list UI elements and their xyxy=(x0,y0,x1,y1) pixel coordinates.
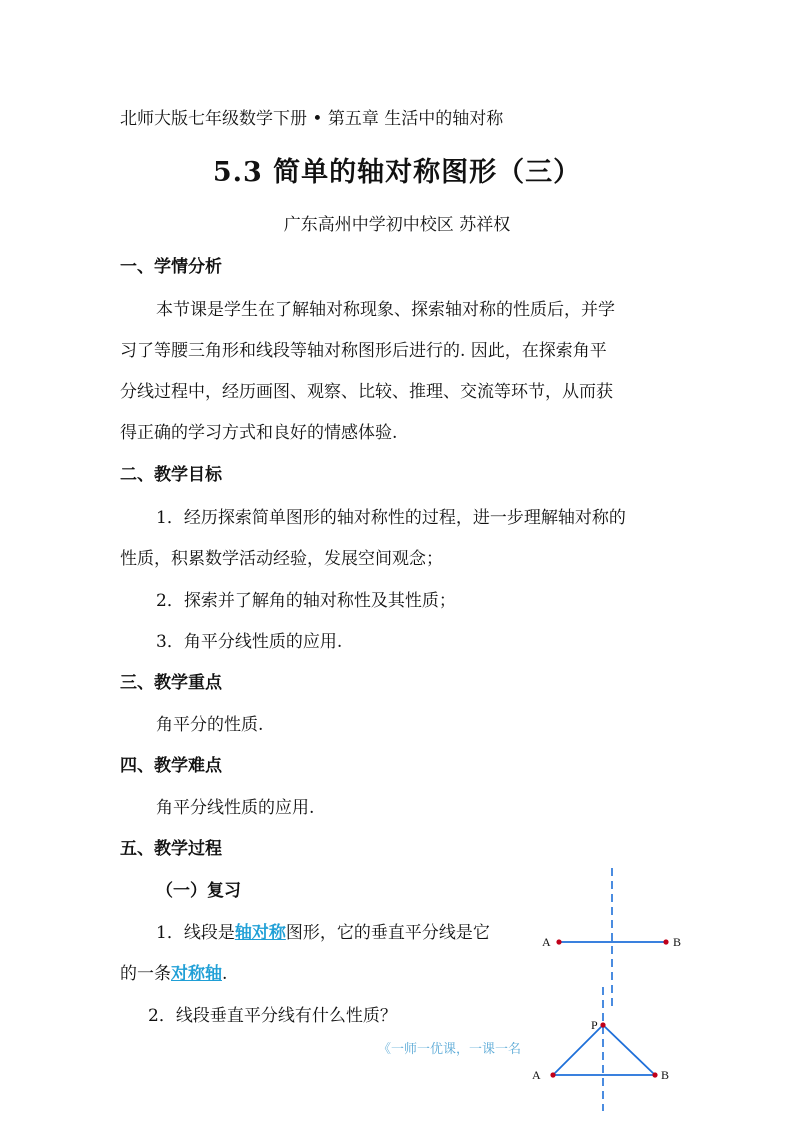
question-text: 1．线段是 xyxy=(156,923,235,943)
objective-item: 1．经历探索简单图形的轴对称性的过程，进一步理解轴对称的 xyxy=(156,508,626,528)
section-heading-4: 四、教学难点 xyxy=(120,756,222,776)
section-heading-1: 一、学情分析 xyxy=(120,257,222,277)
label-p: P xyxy=(591,1018,598,1032)
objective-item: 2．探索并了解角的轴对称性及其性质； xyxy=(156,591,456,611)
review-question-2: 2．线段垂直平分线有什么性质？ xyxy=(148,1006,397,1026)
objective-item: 3．角平分线性质的应用. xyxy=(156,632,343,652)
section-heading-3: 三、教学重点 xyxy=(120,673,222,693)
question-text: . xyxy=(222,964,228,984)
objective-item: 性质，积累数学活动经验，发展空间观念； xyxy=(120,549,443,569)
axis-symmetry-link[interactable]: 轴对称 xyxy=(234,923,286,943)
paragraph-line: 分线过程中，经历画图、观察、比较、推理、交流等环节，从而获 xyxy=(120,382,613,402)
label-a: A xyxy=(532,1068,541,1082)
review-question-1 xyxy=(156,918,490,943)
key-point-text: 角平分的性质. xyxy=(156,715,264,735)
question-text: 图形，它的垂直平分线是它 xyxy=(285,923,490,943)
subsection-heading: （一）复习 xyxy=(156,881,241,901)
label-b: B xyxy=(661,1068,670,1082)
segment-pb xyxy=(603,1025,655,1075)
label-b: B xyxy=(673,935,682,949)
watermark-text: 《一师一优课，一课一名 xyxy=(378,1042,522,1057)
paragraph-line: 得正确的学习方式和良好的情感体验. xyxy=(120,423,398,443)
label-a: A xyxy=(542,935,551,949)
segment-pa xyxy=(553,1025,603,1075)
section-heading-2: 二、教学目标 xyxy=(120,465,222,485)
question-text: 的一条 xyxy=(120,964,171,984)
page-title: 5.3 简单的轴对称图形（三） xyxy=(212,157,582,188)
point-b xyxy=(663,939,668,944)
point-a xyxy=(556,939,561,944)
point-a xyxy=(550,1072,555,1077)
section-heading-5: 五、教学过程 xyxy=(120,839,222,859)
difficulty-text: 角平分线性质的应用. xyxy=(156,798,315,818)
review-question-1-cont xyxy=(120,959,227,984)
author-line: 广东高州中学初中校区 苏祥权 xyxy=(283,215,511,235)
paragraph-line: 习了等腰三角形和线段等轴对称图形后进行的. 因此，在探索角平 xyxy=(120,341,607,361)
document-header: 北师大版七年级数学下册 • 第五章 生活中的轴对称 xyxy=(120,109,504,129)
triangle-bisector-figure xyxy=(525,985,685,1115)
symmetry-axis-link[interactable]: 对称轴 xyxy=(171,964,222,984)
paragraph-line: 本节课是学生在了解轴对称现象、探索轴对称的性质后，并学 xyxy=(156,300,615,320)
point-b xyxy=(652,1072,657,1077)
point-p xyxy=(600,1022,605,1027)
